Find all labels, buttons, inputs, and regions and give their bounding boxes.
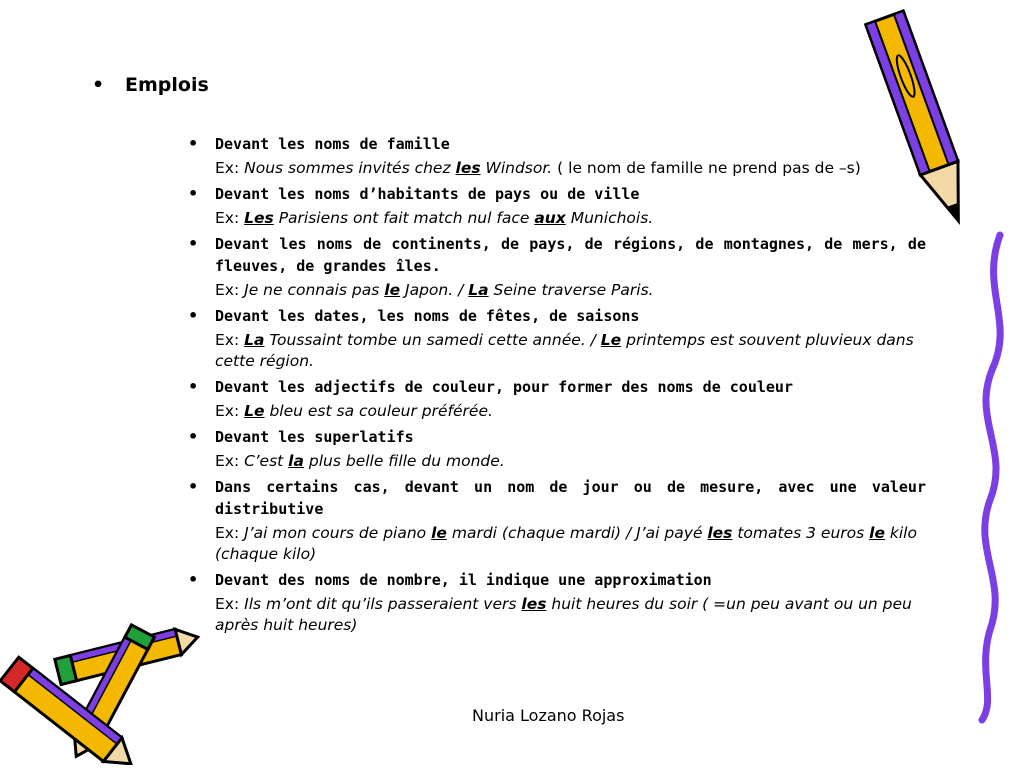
article-highlight: les: [521, 595, 547, 613]
item-example: [215, 280, 926, 301]
article-highlight: aux: [534, 209, 566, 227]
article-highlight: Le: [244, 402, 265, 420]
heading-bullet: •: [92, 74, 105, 96]
item-example: [215, 208, 926, 229]
item-example: [215, 158, 926, 179]
item-bullet: •: [188, 234, 199, 253]
example-text: Nous sommes invités chez: [244, 159, 456, 177]
example-text: Munichois.: [565, 209, 654, 227]
example-label: Ex:: [215, 524, 240, 542]
item-heading: Devant les noms de continents, de pays, de régions, de montagnes, de mers, de fleuves, de grandes îles.: [215, 235, 926, 275]
item-heading: Devant les adjectifs de couleur, pour former des noms de couleur: [215, 378, 793, 396]
item-bullet: •: [188, 477, 199, 496]
item-heading: Devant les noms de famille: [215, 135, 450, 153]
example-text: Je ne connais pas: [244, 281, 385, 299]
example-text: mardi (chaque mardi) / J’ai payé: [446, 524, 708, 542]
item-example: [215, 401, 926, 422]
article-highlight: Le: [600, 331, 622, 349]
pencil-icon-top-right: [860, 0, 1004, 250]
example-text: Windsor.: [480, 159, 553, 177]
example-text: J’ai mon cours de piano: [244, 524, 432, 542]
item-heading: Devant les dates, les noms de fêtes, de saisons: [215, 307, 640, 325]
item-bullet: •: [188, 377, 199, 396]
example-text: kilo (chaque kilo): [215, 524, 917, 563]
squiggle-decoration: [960, 230, 1024, 725]
example-label: Ex:: [215, 452, 240, 470]
example-text: huit heures du soir ( =un peu avant ou un peu après huit heures): [215, 595, 912, 634]
item-bullet: •: [188, 427, 199, 446]
pencils-icon-bottom-left: [0, 615, 205, 765]
usage-item: [188, 426, 926, 472]
article-highlight: La: [244, 331, 265, 349]
usage-item: [188, 376, 926, 422]
usage-item: [188, 569, 926, 636]
article-highlight: Les: [244, 209, 274, 227]
example-label: Ex:: [215, 159, 240, 177]
example-text: Seine traverse Paris.: [488, 281, 654, 299]
usage-item: [188, 133, 926, 179]
footer-author: Nuria Lozano Rojas: [472, 706, 625, 725]
item-example: [215, 330, 926, 372]
usage-list: [188, 133, 926, 640]
usage-item: [188, 476, 926, 565]
item-heading: Devant les noms d’habitants de pays ou de ville: [215, 185, 640, 203]
example-label: Ex:: [215, 402, 240, 420]
example-text: Japon. /: [400, 281, 469, 299]
example-label: Ex:: [215, 281, 240, 299]
usage-item: [188, 183, 926, 229]
item-heading: Dans certains cas, devant un nom de jour ou de mesure, avec une valeur distributive: [215, 478, 926, 518]
article-highlight: les: [455, 159, 481, 177]
example-text: plus belle fille du monde.: [303, 452, 505, 470]
item-example: [215, 594, 926, 636]
item-bullet: •: [188, 184, 199, 203]
item-bullet: •: [188, 306, 199, 325]
article-highlight: le: [869, 524, 885, 542]
example-text: Ils m’ont dit qu’ils passeraient vers: [244, 595, 522, 613]
usage-item: [188, 233, 926, 301]
article-highlight: les: [707, 524, 733, 542]
item-heading: Devant des noms de nombre, il indique une approximation: [215, 571, 712, 589]
usage-item: [188, 305, 926, 372]
example-text: Parisiens ont fait match nul face: [273, 209, 535, 227]
example-text: Toussaint tombe un samedi cette année. /: [264, 331, 601, 349]
example-label: Ex:: [215, 331, 240, 349]
item-bullet: •: [188, 570, 199, 589]
item-heading: Devant les superlatifs: [215, 428, 414, 446]
article-highlight: le: [431, 524, 447, 542]
heading-title: Emplois: [125, 74, 209, 96]
item-example: [215, 451, 926, 472]
example-text: tomates 3 euros: [732, 524, 870, 542]
example-text: ( le nom de famille ne prend pas de –s): [552, 159, 861, 177]
item-bullet: •: [188, 134, 199, 153]
example-text: bleu est sa couleur préférée.: [264, 402, 493, 420]
example-label: Ex:: [215, 209, 240, 227]
article-highlight: la: [288, 452, 304, 470]
item-example: [215, 523, 926, 565]
example-label: Ex:: [215, 595, 240, 613]
example-text: printemps est souvent pluvieux dans cette région.: [215, 331, 914, 370]
article-highlight: le: [384, 281, 401, 299]
example-text: C’est: [244, 452, 289, 470]
article-highlight: La: [468, 281, 489, 299]
